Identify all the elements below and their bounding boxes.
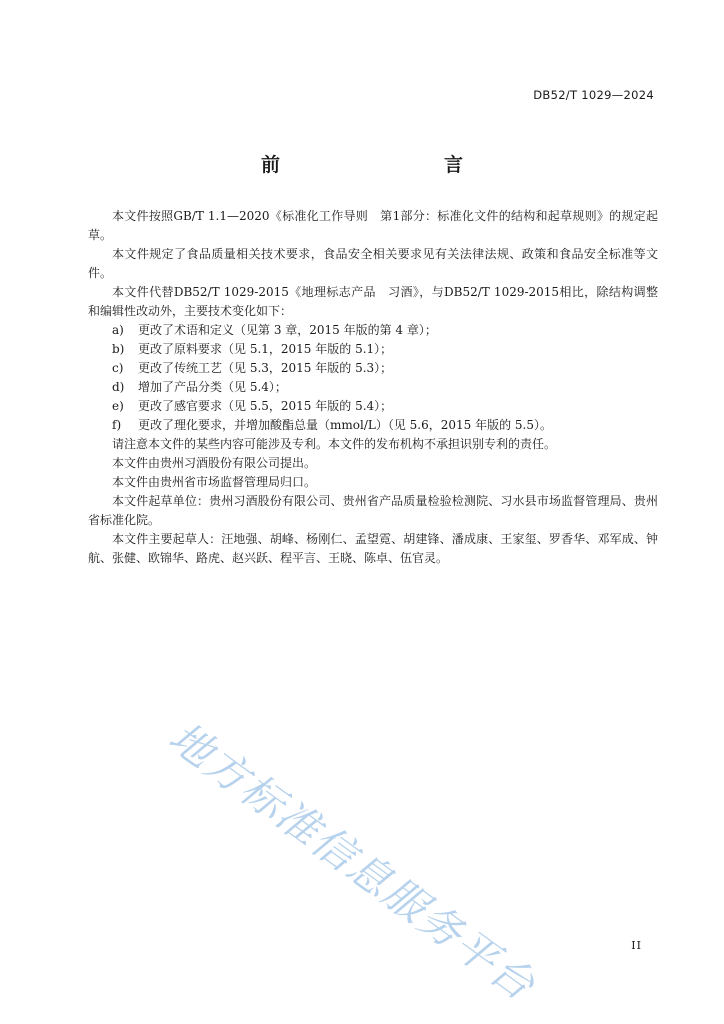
document-code: DB52/T 1029—2024: [533, 88, 654, 102]
list-item: [88, 378, 658, 397]
list-marker: f): [112, 418, 122, 432]
list-item: [88, 397, 658, 416]
list-marker: c): [112, 361, 124, 375]
list-marker: e): [112, 399, 124, 413]
list-item-text: 更改了理化要求，并增加酸酯总量（mmol/L）（见 5.6，2015 年版的 5.5）。: [138, 418, 552, 432]
list-marker: d): [112, 380, 125, 394]
list-item-text: 增加了产品分类（见 5.4）；: [138, 380, 287, 394]
list-marker: a): [112, 323, 124, 337]
paragraph-scope: 本文件规定了食品质量相关技术要求，食品安全相关要求见有关法律法规、政策和食品安全标准等文件。: [88, 247, 658, 280]
page-number: II: [631, 939, 642, 952]
list-item-text: 更改了原料要求（见 5.1，2015 年版的 5.1）；: [138, 342, 393, 356]
document-body: [88, 207, 658, 568]
list-item-text: 更改了术语和定义（见第 3 章，2015 年版的第 4 章）；: [138, 323, 437, 337]
list-item-text: 更改了感官要求（见 5.5，2015 年版的 5.4）；: [138, 399, 393, 413]
paragraph-replacement: 本文件代替DB52/T 1029-2015《地理标志产品 习酒》，与DB52/T 1029-2015相比，除结构调整和编辑性改动外，主要技术变化如下：: [88, 285, 658, 318]
list-item: [88, 321, 658, 340]
paragraph-patent-notice: 请注意本文件的某些内容可能涉及专利。本文件的发布机构不承担识别专利的责任。: [112, 437, 557, 451]
changes-list: [88, 321, 658, 435]
paragraph-drafters: 本文件主要起草人：汪地强、胡峰、杨刚仁、孟望霓、胡建锋、潘成康、王家玺、罗香华、邓军成、钟航、张健、欧锦华、路虎、赵兴跃、程平言、王晓、陈卓、伍官灵。: [88, 532, 658, 565]
list-item-text: 更改了传统工艺（见 5.3，2015 年版的 5.3）；: [138, 361, 393, 375]
list-item: [88, 416, 658, 435]
paragraph-drafting-units: 本文件起草单位：贵州习酒股份有限公司、贵州省产品质量检验检测院、习水县市场监督管理局、贵州省标准化院。: [88, 494, 658, 527]
paragraph-administrator: 本文件由贵州省市场监督管理局归口。: [112, 475, 317, 489]
paragraph-drafting-rules: 本文件按照GB/T 1.1—2020《标准化工作导则 第1部分：标准化文件的结构和起草规则》的规定起草。: [88, 209, 658, 242]
list-item: [88, 340, 658, 359]
paragraph-proposer: 本文件由贵州习酒股份有限公司提出。: [112, 456, 317, 470]
watermark: 地方标准信息服务平台: [160, 712, 545, 1011]
list-item: [88, 359, 658, 378]
list-marker: b): [112, 342, 125, 356]
page-title: 前 言: [260, 154, 505, 176]
